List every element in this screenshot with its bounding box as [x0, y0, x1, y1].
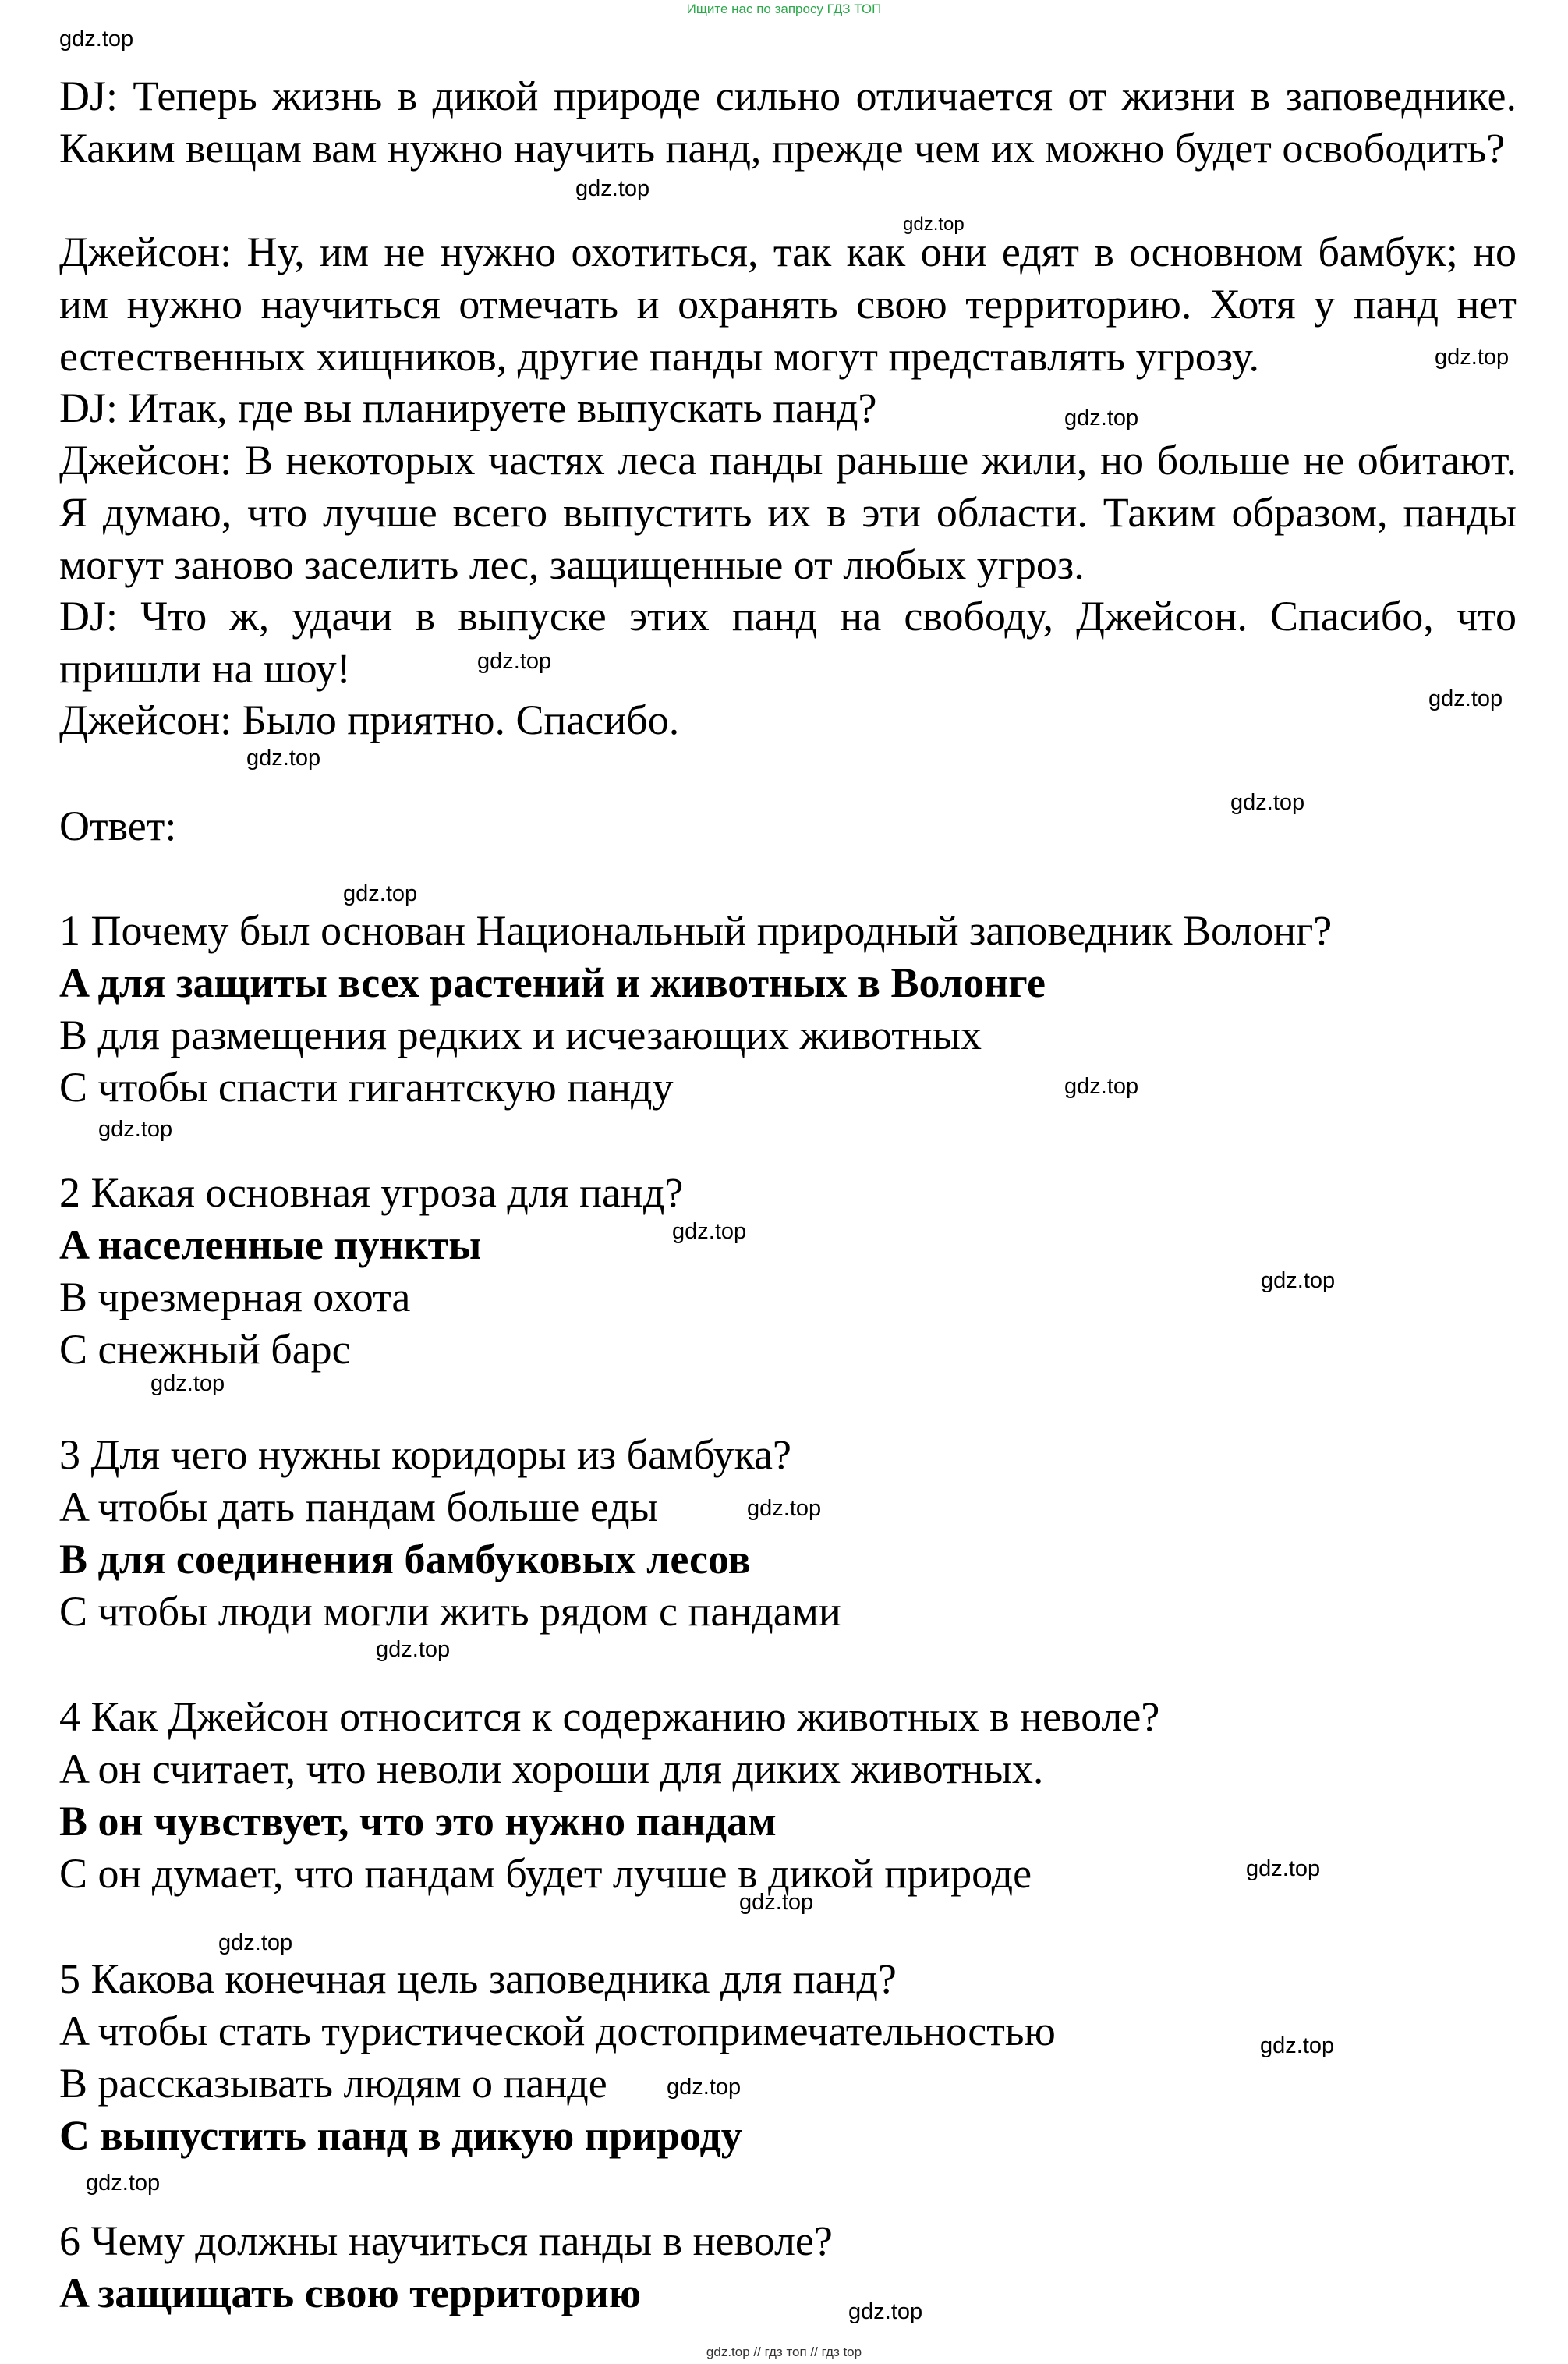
top-banner: Ищите нас по запросу ГДЗ ТОП — [686, 2, 882, 16]
site-watermark: gdz.top — [1428, 686, 1503, 711]
answer-option-correct: A защищать свою территорию — [59, 2270, 642, 2316]
answer-option: C чтобы спасти гигантскую панду — [59, 1064, 674, 1111]
answer-label: Ответ: — [59, 803, 177, 849]
question-3: 3 Для чего нужны коридоры из бамбука? — [59, 1431, 791, 1478]
site-watermark: gdz.top — [1435, 345, 1510, 370]
site-watermark: gdz.top — [575, 176, 650, 201]
dialogue-line-dj: DJ: Теперь жизнь в дикой природе сильно отличается от жизни в заповеднике. Каким вещам вам нужно научить панд, прежде чем их можно будет освободить? — [59, 73, 1517, 172]
dialogue-line-dj: DJ: Итак, где вы планируете выпускать панд? — [59, 385, 877, 431]
answer-option: A чтобы стать туристической достопримечательностью — [59, 2008, 1056, 2054]
site-watermark: gdz.top — [1230, 790, 1305, 815]
question-5: 5 Какова конечная цель заповедника для панд? — [59, 1955, 897, 2002]
site-watermark: gdz.top — [1064, 1074, 1139, 1099]
site-watermark: gdz.top — [747, 1496, 822, 1521]
question-1: 1 Почему был основан Национальный природный заповедник Волонг? — [59, 907, 1333, 954]
answer-option-correct: B для соединения бамбуковых лесов — [59, 1536, 751, 1582]
site-watermark: gdz.top — [98, 1117, 173, 1142]
site-watermark: gdz.top — [739, 1890, 814, 1915]
site-watermark: gdz.top — [86, 2171, 161, 2196]
site-watermark: gdz.top — [672, 1219, 747, 1244]
dialogue-line-jason: Джейсон: Ну, им не нужно охотиться, так как они едят в основном бамбук; но им нужно научиться отмечать и охранять свою территорию. Хотя у панд нет естественных хищников, другие панды могут представлять угрозу. — [59, 229, 1517, 380]
question-6: 6 Чему должны научиться панды в неволе? — [59, 2217, 833, 2264]
answer-option: B рассказывать людям о панде — [59, 2060, 607, 2107]
site-watermark: gdz.top — [218, 1930, 293, 1955]
answer-option-correct: A для защиты всех растений и животных в Волонге — [59, 959, 1046, 1006]
site-watermark: gdz.top — [1261, 1268, 1336, 1293]
site-watermark: gdz.top — [848, 2299, 923, 2324]
footer-watermark: gdz.top // гдз топ // гдз top — [706, 2345, 862, 2359]
answer-option: A он считает, что неволи хороши для диких животных. — [59, 1746, 1044, 1792]
question-4: 4 Как Джейсон относится к содержанию животных в неволе? — [59, 1693, 1160, 1740]
dialogue-line-jason: Джейсон: В некоторых частях леса панды раньше жили, но больше не обитают. Я думаю, что лучше всего выпустить их в эти области. Таким образом, панды могут заново заселить лес, защищенные от любых угроз. — [59, 437, 1517, 588]
site-watermark: gdz.top — [376, 1637, 451, 1662]
answer-option-correct: B он чувствует, что это нужно пандам — [59, 1798, 777, 1845]
answer-option: C снежный барс — [59, 1326, 351, 1373]
question-2: 2 Какая основная угроза для панд? — [59, 1169, 684, 1216]
answer-option-correct: A населенные пункты — [59, 1221, 482, 1268]
site-watermark: gdz.top — [1260, 2033, 1335, 2058]
site-watermark: gdz.top — [59, 27, 134, 51]
answer-option: C чтобы люди могли жить рядом с пандами — [59, 1588, 841, 1635]
answer-option: B чрезмерная охота — [59, 1274, 411, 1320]
answer-option: C он думает, что пандам будет лучше в дикой природе — [59, 1850, 1032, 1897]
answer-option-correct: C выпустить панд в дикую природу — [59, 2112, 742, 2159]
answer-option: B для размещения редких и исчезающих животных — [59, 1012, 982, 1058]
site-watermark: gdz.top — [150, 1371, 225, 1396]
site-watermark: gdz.top — [1246, 1856, 1321, 1881]
dialogue-line-jason: Джейсон: Было приятно. Спасибо. — [59, 696, 680, 743]
site-watermark: gdz.top — [477, 649, 552, 674]
answer-option: A чтобы дать пандам больше еды — [59, 1483, 658, 1530]
dialogue-line-dj: DJ: Что ж, удачи в выпуске этих панд на свободу, Джейсон. Спасибо, что пришли на шоу! — [59, 593, 1517, 692]
site-watermark: gdz.top — [667, 2075, 742, 2100]
site-watermark: gdz.top — [246, 746, 321, 771]
site-watermark: gdz.top — [1064, 406, 1139, 431]
site-watermark: gdz.top — [903, 214, 965, 235]
site-watermark: gdz.top — [343, 881, 418, 906]
